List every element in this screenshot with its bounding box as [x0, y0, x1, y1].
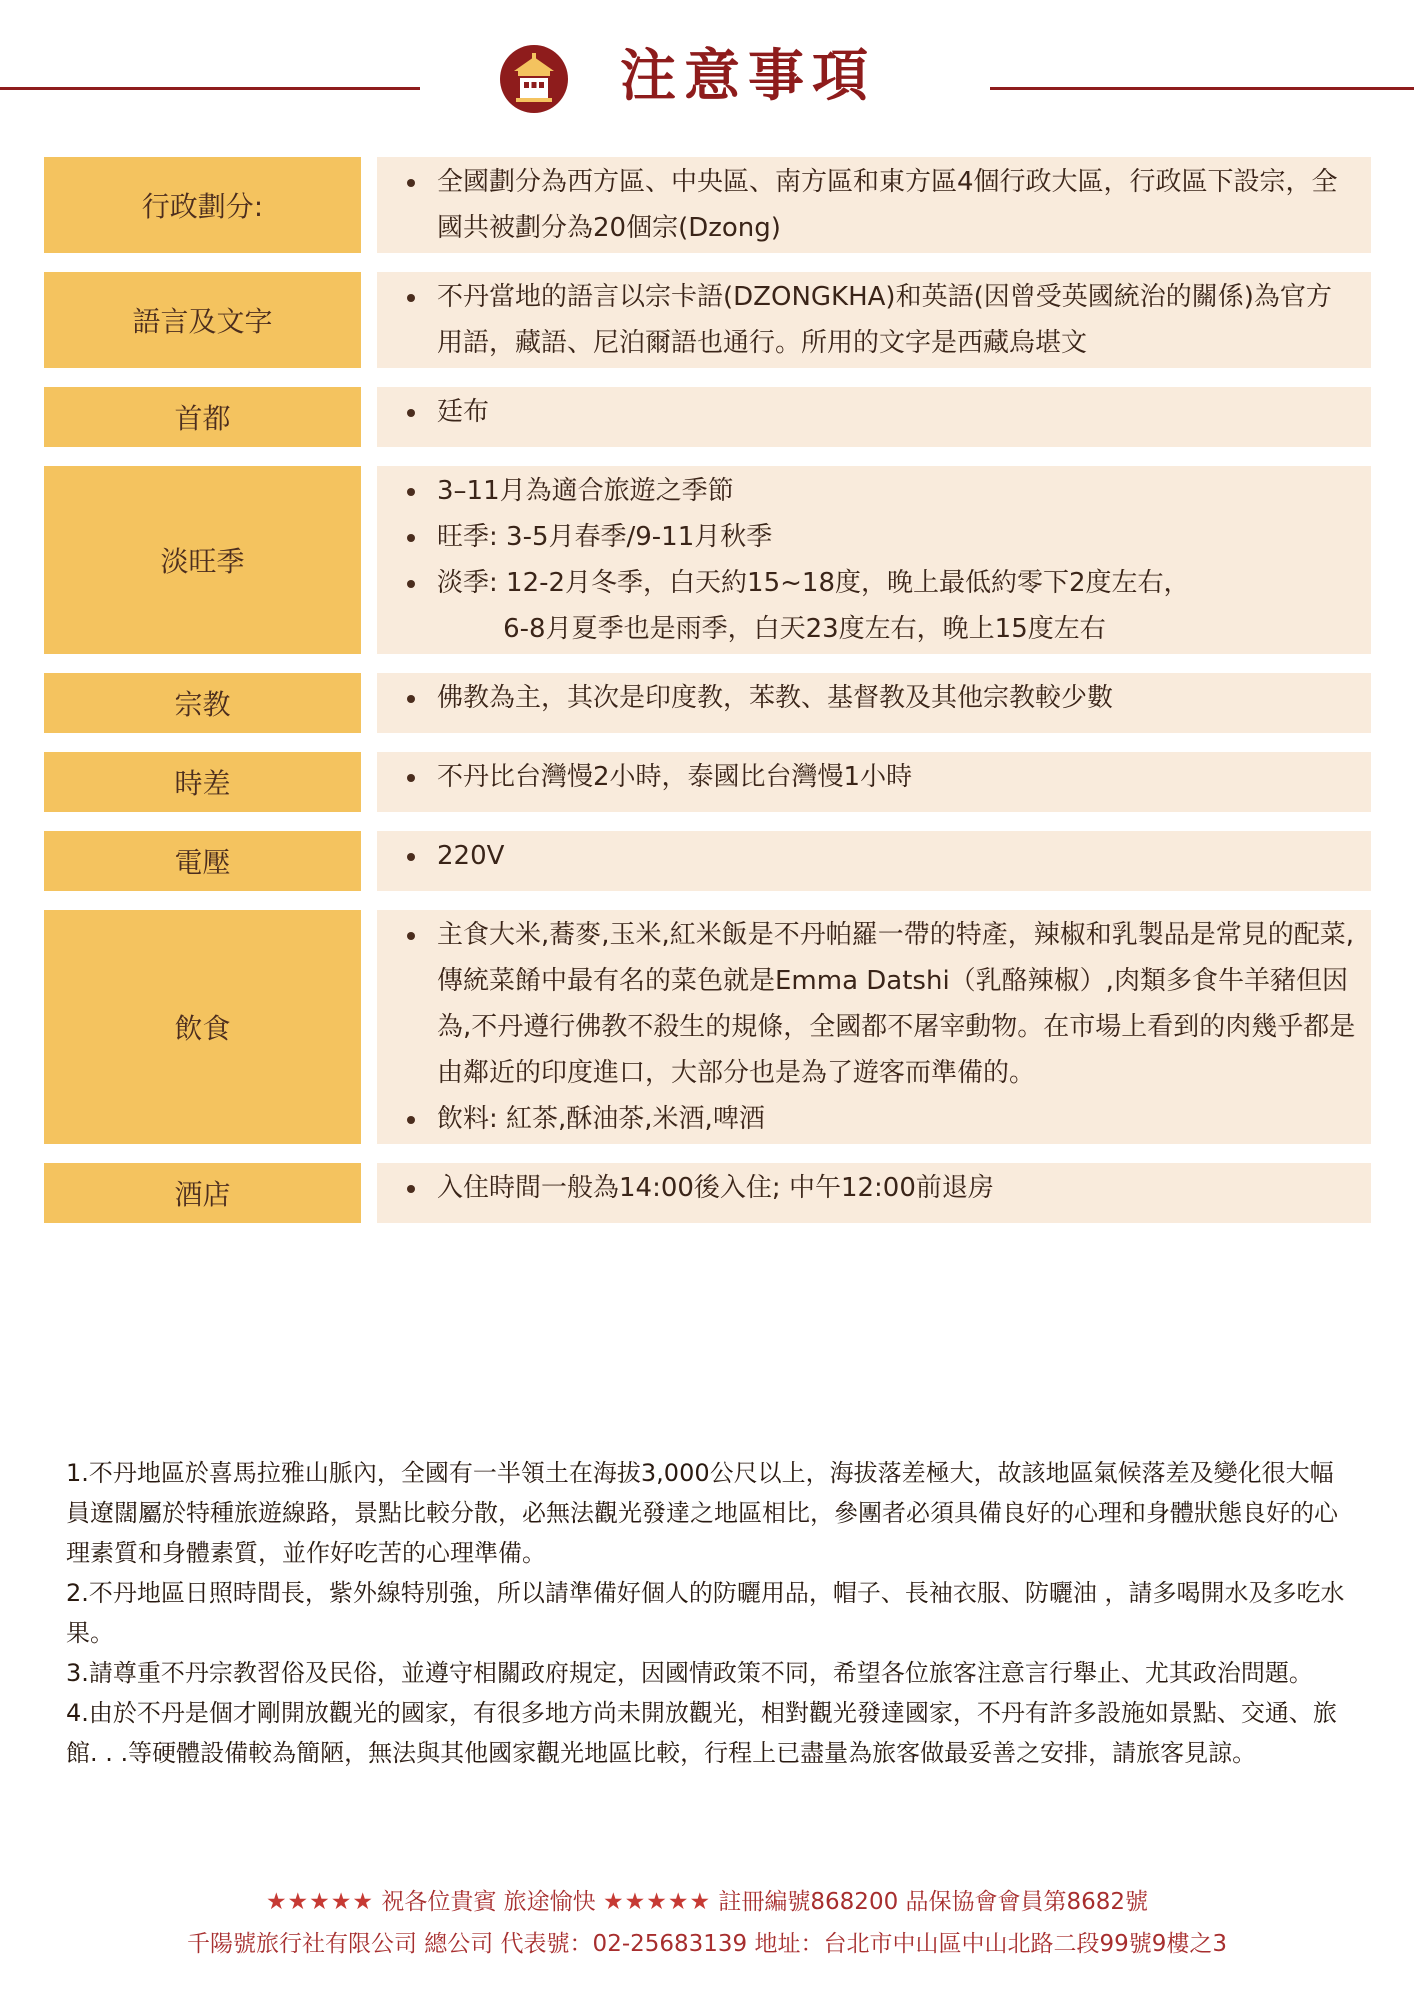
table-row: [44, 157, 1371, 253]
row-label: 行政劃分:: [44, 157, 361, 253]
bullet-item: 入住時間一般為14:00後入住; 中午12:00前退房: [401, 1165, 1357, 1211]
row-content: [377, 157, 1371, 253]
stars-icon: ★★★★★: [602, 1889, 712, 1915]
row-content: [377, 466, 1371, 654]
header-rule-left: [0, 87, 420, 90]
row-content: [377, 1163, 1371, 1223]
row-label: 飲食: [44, 910, 361, 1144]
row-label: 語言及文字: [44, 272, 361, 368]
bullet-item: 旺季: 3-5月春季/9-11月秋季: [401, 514, 1357, 560]
footer-registration: 註冊編號868200 品保協會會員第8682號: [718, 1889, 1149, 1915]
row-label: 電壓: [44, 831, 361, 891]
bullet-item: 主食大米,蕎麥,玉米,紅米飯是不丹帕羅一帶的特產，辣椒和乳製品是常見的配菜, 傳統菜餚中最有名的菜色就是Emma Datshi（乳酪辣椒）,肉類多食牛羊豬但因為,不丹遵行佛教不殺生的規條，全國都不屠宰動物。在市場上看到的肉幾乎都是由鄰近的印度進口，大部分也是為了遊客而準備的。: [401, 912, 1357, 1096]
row-label: 淡旺季: [44, 466, 361, 654]
notes-section: [66, 1453, 1356, 1773]
note-item: 3.請尊重不丹宗教習俗及民俗，並遵守相關政府規定，因國情政策不同，希望各位旅客注意言行舉止、尤其政治問題。: [66, 1659, 1313, 1687]
row-content: [377, 673, 1371, 733]
row-label: 首都: [44, 387, 361, 447]
bullet-item: 全國劃分為西方區、中央區、南方區和東方區4個行政大區，行政區下設宗，全國共被劃分為20個宗(Dzong): [401, 159, 1357, 251]
note-item: 2.不丹地區日照時間長，紫外線特別強，所以請準備好個人的防曬用品，帽子、長袖衣服、防曬油 ，請多喝開水及多吃水果。: [66, 1579, 1345, 1647]
note-item: 1.不丹地區於喜馬拉雅山脈內，全國有一半領土在海拔3,000公尺以上，海拔落差極大，故該地區氣候落差及變化很大幅員遼闊屬於特種旅遊線路，景點比較分散，必無法觀光發達之地區相比，參團者必須具備良好的心理和身體狀態良好的心理素質和身體素質，並作好吃苦的心理準備。: [66, 1459, 1338, 1567]
row-content: [377, 387, 1371, 447]
table-row: [44, 910, 1371, 1144]
footer-company-line: 千陽號旅行社有限公司 總公司 代表號：02-25683139 地址：台北市中山區中山北路二段99號9樓之3: [186, 1931, 1228, 1957]
bullet-item: 淡季: 12-2月冬季，白天約15~18度，晚上最低約零下2度左右， 6-8月夏季也是雨季，白天23度左右，晚上15度左右: [401, 560, 1357, 652]
row-label: 宗教: [44, 673, 361, 733]
table-row: [44, 831, 1371, 891]
table-row: [44, 673, 1371, 733]
bullet-item: 3–11月為適合旅遊之季節: [401, 468, 1357, 514]
bullet-item: 佛教為主，其次是印度教，苯教、基督教及其他宗教較少數: [401, 675, 1357, 721]
bullet-item: 不丹當地的語言以宗卡語(DZONGKHA)和英語(因曾受英國統治的關係)為官方用語，藏語、尼泊爾語也通行。所用的文字是西藏烏堪文: [401, 274, 1357, 366]
header-rule-right: [990, 87, 1414, 90]
table-row: [44, 387, 1371, 447]
table-row: [44, 272, 1371, 368]
footer-greeting-line: [0, 1883, 1414, 1916]
bullet-item: 廷布: [401, 389, 1357, 435]
table-row: [44, 752, 1371, 812]
table-row: [44, 1163, 1371, 1223]
row-label: 酒店: [44, 1163, 361, 1223]
page-title: 注意事項: [620, 44, 876, 109]
row-content: [377, 910, 1371, 1144]
footer-greeting: 祝各位貴賓 旅途愉快: [381, 1889, 596, 1915]
table-row: [44, 466, 1371, 654]
stars-icon: ★★★★★: [265, 1889, 375, 1915]
bullet-item: 飲料: 紅茶,酥油茶,米酒,啤酒: [401, 1096, 1357, 1142]
temple-icon: [500, 45, 568, 113]
row-label: 時差: [44, 752, 361, 812]
row-content: [377, 831, 1371, 891]
bullet-item: 220V: [401, 833, 1357, 879]
note-item: 4.由於不丹是個才剛開放觀光的國家，有很多地方尚未開放觀光，相對觀光發達國家，不丹有許多設施如景點、交通、旅館. . .等硬體設備較為簡陋，無法與其他國家觀光地區比較，行程上已盡量為旅客做最妥善之安排，請旅客見諒。: [66, 1699, 1337, 1767]
row-content: [377, 752, 1371, 812]
row-content: [377, 272, 1371, 368]
bullet-item: 不丹比台灣慢2小時，泰國比台灣慢1小時: [401, 754, 1357, 800]
info-table: [44, 157, 1371, 1223]
